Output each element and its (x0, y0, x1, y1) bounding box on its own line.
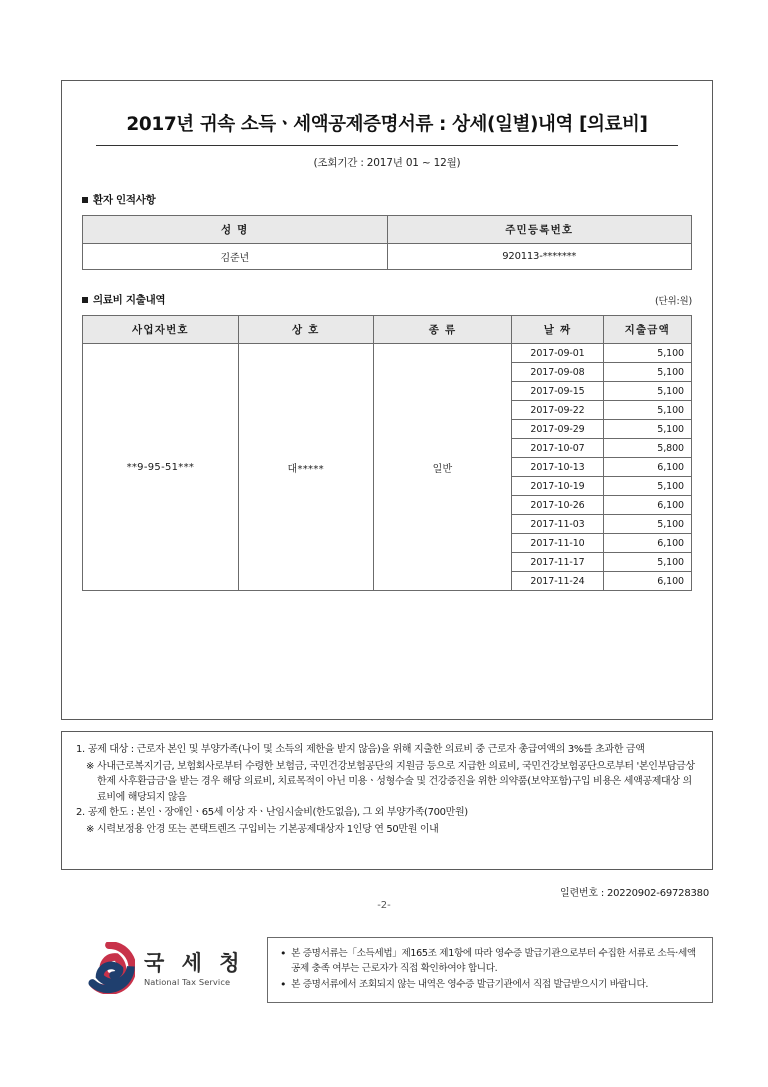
expense-amount-value: 5,100 (603, 553, 691, 572)
footer-notice-box (267, 937, 713, 1003)
business-name-value: 대***** (238, 344, 373, 591)
medical-expense-table-body (83, 344, 692, 591)
expense-section-heading (82, 292, 165, 307)
expense-date-value: 2017-10-19 (512, 477, 603, 496)
deduction-rules-list (76, 742, 698, 837)
nts-logo-english: National Tax Service (144, 977, 231, 988)
note-text: 공제 한도 : 본인ㆍ장애인ㆍ65세 이상 자ㆍ난임시술비(한도없음), 그 외 부양가족(700만원) (87, 807, 468, 818)
table-row (83, 244, 692, 270)
column-header-type: 종 류 (373, 316, 512, 344)
column-header-amount: 지출금액 (603, 316, 691, 344)
note-subtext: 시력보정용 안경 또는 콘택트렌즈 구입비는 기본공제대상자 1인당 연 50만원 이내 (97, 823, 439, 835)
expense-amount-value: 5,100 (603, 382, 691, 401)
nts-logo-korean: 국 세 청 (144, 951, 245, 976)
expense-type-value: 일반 (373, 344, 512, 591)
table-header-row (83, 216, 692, 244)
expense-date-value: 2017-09-08 (512, 363, 603, 382)
note-number: 1. (76, 744, 85, 755)
list-item (76, 805, 698, 821)
footer-notice-text: 본 증명서류에서 조회되지 않는 내역은 영수증 발급기관에서 직접 발급받으시기 바랍니다. (291, 978, 649, 990)
list-item (280, 947, 700, 976)
nts-logo-text (144, 953, 244, 986)
expense-date-value: 2017-09-01 (512, 344, 603, 363)
expense-date-value: 2017-09-15 (512, 382, 603, 401)
list-item (280, 978, 700, 993)
patient-section-label: 환자 인적사항 (93, 194, 156, 207)
expense-amount-value: 5,100 (603, 420, 691, 439)
reference-mark-icon: ※ (86, 823, 95, 835)
expense-amount-value: 5,100 (603, 363, 691, 382)
expense-amount-value: 5,100 (603, 477, 691, 496)
medical-expense-table (82, 315, 692, 591)
taegeuk-swirl-icon (83, 942, 135, 998)
square-bullet-icon (82, 197, 88, 203)
expense-date-value: 2017-09-29 (512, 420, 603, 439)
note-subtext: 사내근로복지기금, 보험회사로부터 수령한 보험금, 국민건강보험공단의 지원금 등으로 지급한 의료비, 국민건강보험공단으로부터 '본인부담금상한제 사후환급금'을 받는 경우 해당 의료비, 치료목적이 아닌 미용ㆍ성형수술 및 건강증진을 위한 의약품(보약포함)구입 비용은 세액공제대상 의료비에 해당되지 않음 (97, 760, 695, 803)
expense-date-value: 2017-09-22 (512, 401, 603, 420)
serial-number: 일련번호 : 20220902-69728380 (560, 888, 709, 899)
expense-section-label: 의료비 지출내역 (93, 294, 166, 307)
expense-amount-value: 5,100 (603, 515, 691, 534)
business-number-value: **9-95-51*** (83, 344, 239, 591)
column-header-business-number: 사업자번호 (83, 316, 239, 344)
currency-unit-note: (단위:원) (655, 296, 692, 308)
table-row (83, 344, 692, 363)
expense-date-value: 2017-10-26 (512, 496, 603, 515)
note-text: 공제 대상 : 근로자 본인 및 부양가족(나이 및 소득의 제한을 받지 않음)을 위해 지출한 의료비 중 근로자 총급여액의 3%를 초과한 금액 (87, 744, 645, 755)
column-header-resident-number: 주민등록번호 (387, 216, 692, 244)
document-content-box (61, 80, 713, 720)
column-header-date: 날 짜 (512, 316, 603, 344)
patient-name-value: 김준년 (83, 244, 388, 270)
expense-amount-value: 6,100 (603, 572, 691, 591)
reference-mark-icon: ※ (86, 760, 95, 772)
document-footer (61, 930, 713, 1010)
expense-amount-value: 6,100 (603, 458, 691, 477)
nts-logo (61, 942, 257, 998)
footer-notice-text: 본 증명서류는「소득세법」제165조 제1항에 따라 영수증 발급기관으로부터 수집한 서류로 소득·세액공제 충족 여부는 근로자가 직접 확인하여야 합니다. (291, 948, 696, 974)
expense-amount-value: 5,100 (603, 401, 691, 420)
expense-date-value: 2017-11-24 (512, 572, 603, 591)
column-header-name: 성 명 (83, 216, 388, 244)
expense-amount-value: 5,800 (603, 439, 691, 458)
list-item (76, 822, 698, 838)
square-bullet-icon (82, 297, 88, 303)
list-item (76, 742, 698, 758)
table-header-row (83, 316, 692, 344)
query-period-subtitle: (조회기간 : 2017년 01 ~ 12월) (313, 157, 461, 170)
list-item (76, 759, 698, 806)
expense-amount-value: 6,100 (603, 496, 691, 515)
expense-date-value: 2017-11-10 (512, 534, 603, 553)
expense-date-value: 2017-10-13 (512, 458, 603, 477)
patient-section-heading (82, 192, 692, 207)
page-title: 2017년 귀속 소득ㆍ세액공제증명서류 : 상세(일별)내역 [의료비] (96, 107, 678, 146)
expense-date-value: 2017-11-17 (512, 553, 603, 572)
expense-date-value: 2017-11-03 (512, 515, 603, 534)
column-header-business-name: 상 호 (238, 316, 373, 344)
note-number: 2. (76, 807, 85, 818)
bullet-icon: • (280, 977, 287, 991)
expense-date-value: 2017-10-07 (512, 439, 603, 458)
page-number: -2- (377, 900, 391, 911)
patient-resident-number-value: 920113-******* (387, 244, 692, 270)
expense-amount-value: 5,100 (603, 344, 691, 363)
expense-amount-value: 6,100 (603, 534, 691, 553)
deduction-rules-box (61, 731, 713, 870)
bullet-icon: • (280, 947, 287, 961)
patient-info-table (82, 215, 692, 270)
